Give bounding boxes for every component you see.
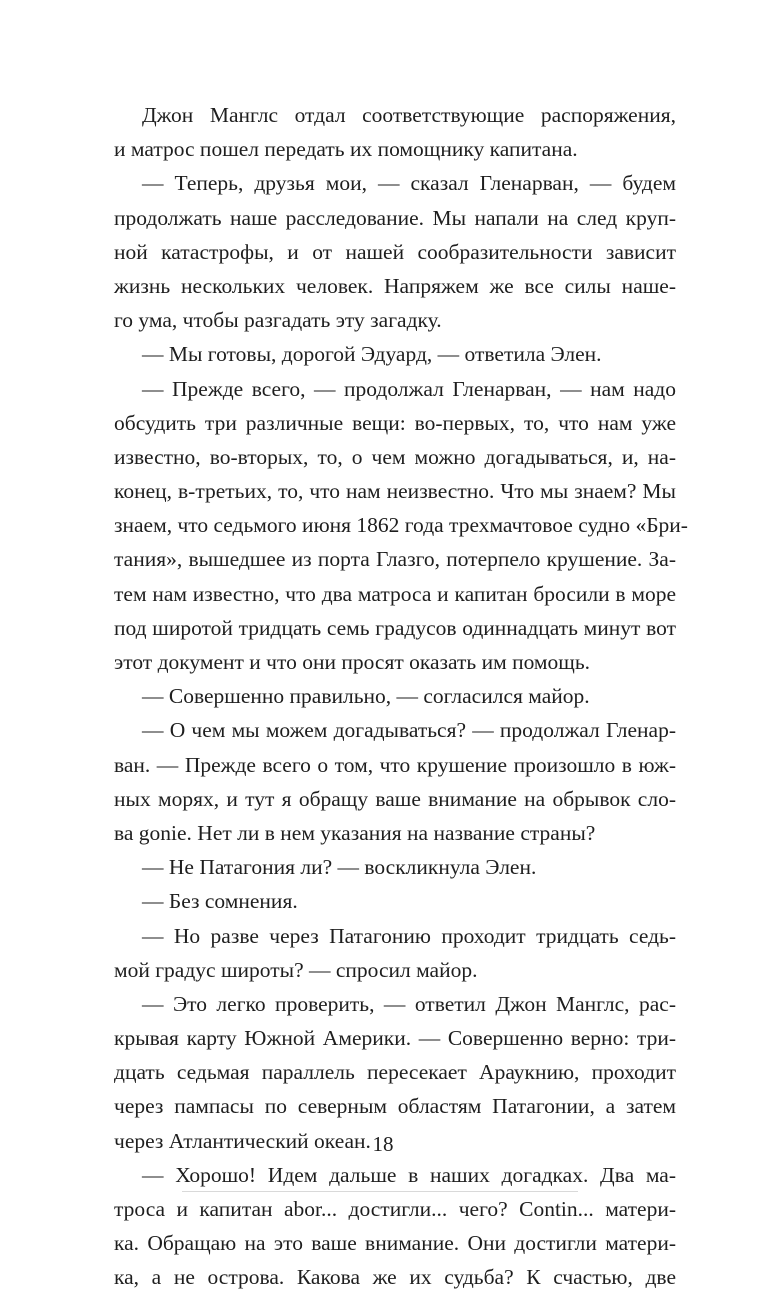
text-line: под широтой тридцать семь градусов одиннадцать минут вот: [114, 615, 676, 640]
text-line: — Без сомнения.: [142, 889, 298, 914]
text-line: дцать седьмая параллель пересекает Араукнию, проходит: [114, 1060, 676, 1085]
text-line: этот документ и что они просят оказать им помощь.: [114, 650, 591, 674]
text-line: ван. — Прежде всего о том, что крушение произошло в юж-: [114, 752, 676, 777]
text-line: — Теперь, друзья мои, — сказал Гленарван, — будем: [142, 171, 676, 196]
text-line: — Мы готовы, дорогой Эдуард, — ответила Элен.: [142, 342, 602, 367]
page-number: 18: [372, 1132, 394, 1156]
text-line: ных морях, и тут я обращу ваше внимание на обрывок сло-: [114, 786, 676, 811]
text-line: ка. Обращаю на это ваше внимание. Они достигли матери-: [114, 1231, 676, 1256]
text-line: — Но разве через Патагонию проходит тридцать седь-: [142, 923, 676, 948]
text-line: через пампасы по северным областям Патагонии, а затем: [114, 1094, 676, 1119]
text-line: тем нам известно, что два матроса и капитан бросили в море: [114, 581, 676, 606]
text-line: знаем, что седьмого июня 1862 года трехмачтовое судно «Бри-: [114, 513, 688, 538]
text-body: [114, 98, 688, 1295]
text-line: — О чем мы можем догадываться? — продолжал Гленар-: [142, 718, 676, 743]
text-line: и матрос пошел передать их помощнику капитана.: [114, 137, 578, 162]
text-line: — Не Патагония ли? — воскликнула Элен.: [142, 855, 537, 880]
text-line: конец, в-третьих, то, что нам неизвестно. Что мы знаем? Мы: [114, 479, 676, 504]
text-line: — Хорошо! Идем дальше в наших догадках. Два ма-: [142, 1162, 676, 1187]
text-line: известно, во-вторых, то, о чем можно догадываться, и, на-: [114, 444, 676, 469]
text-line: ка, а не острова. Какова же их судьба? К счастью, две: [114, 1265, 676, 1290]
text-line: — Это легко проверить, — ответил Джон Манглс, рас-: [142, 991, 676, 1016]
text-line: обсудить три различные вещи: во-первых, то, что нам уже: [114, 410, 676, 435]
bottom-divider: [182, 1191, 578, 1192]
text-line: крывая карту Южной Америки. — Совершенно верно: три-: [114, 1026, 676, 1051]
text-line: продолжать наше расследование. Мы напали на след круп-: [114, 205, 676, 230]
text-line: жизнь нескольких человек. Напряжем же все силы наше-: [114, 273, 676, 298]
text-line: — Прежде всего, — продолжал Гленарван, — нам надо: [142, 376, 676, 401]
text-line: через Атлантический океан.: [114, 1128, 371, 1153]
text-line: мой градус широты? — спросил майор.: [114, 957, 478, 982]
text-line: — Совершенно правильно, — согласился майор.: [142, 684, 590, 709]
text-line: ва gonie. Нет ли в нем указания на название страны?: [114, 820, 596, 845]
text-line: Джон Манглс отдал соответствующие распоряжения,: [142, 103, 676, 127]
text-line: ной катастрофы, и от нашей сообразительности зависит: [114, 239, 676, 264]
text-line: го ума, чтобы разгадать эту загадку.: [114, 308, 442, 333]
text-line: тания», вышедшее из порта Глазго, потерпело крушение. За-: [114, 547, 676, 572]
text-line: троса и капитан abor... достигли... чего? Contin... матери-: [114, 1197, 676, 1221]
